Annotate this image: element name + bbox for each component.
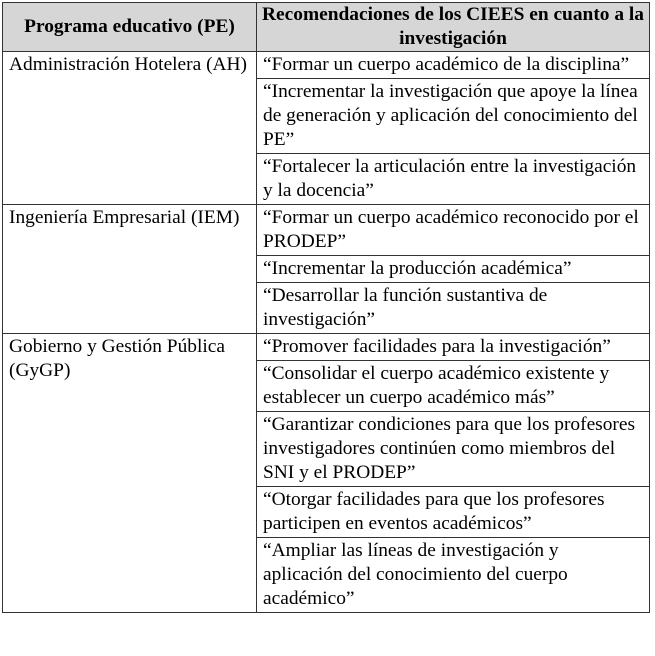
recommendation-cell: “Consolidar el cuerpo académico existente y establecer un cuerpo académico más”	[257, 361, 650, 412]
recommendation-cell: “Fortalecer la articulación entre la investigación y la docencia”	[257, 154, 650, 205]
recommendation-cell: “Promover facilidades para la investigación”	[257, 334, 650, 361]
recommendation-cell: “Garantizar condiciones para que los profesores investigadores continúen como miembros del SNI y el PRODEP”	[257, 412, 650, 487]
recommendation-cell: “Formar un cuerpo académico reconocido por el PRODEP”	[257, 205, 650, 256]
recommendation-cell: “Desarrollar la función sustantiva de investigación”	[257, 283, 650, 334]
recommendation-cell: “Formar un cuerpo académico de la disciplina”	[257, 52, 650, 79]
document-table-container	[2, 2, 650, 613]
table-row	[3, 205, 650, 256]
recommendation-cell: “Incrementar la producción académica”	[257, 256, 650, 283]
program-name-ah: Administración Hotelera (AH)	[3, 52, 257, 205]
header-recommendations: Recomendaciones de los CIEES en cuanto a la investigación	[257, 3, 650, 52]
header-program: Programa educativo (PE)	[3, 3, 257, 52]
program-name-iem: Ingeniería Empresarial (IEM)	[3, 205, 257, 334]
program-name-gygp: Gobierno y Gestión Pública (GyGP)	[3, 334, 257, 613]
header-row	[3, 3, 650, 52]
recommendations-table	[2, 2, 650, 613]
recommendation-cell: “Otorgar facilidades para que los profesores participen en eventos académicos”	[257, 487, 650, 538]
recommendation-cell: “Ampliar las líneas de investigación y aplicación del conocimiento del cuerpo académico”	[257, 538, 650, 613]
recommendation-cell: “Incrementar la investigación que apoye la línea de generación y aplicación del conocimiento del PE”	[257, 79, 650, 154]
table-row	[3, 52, 650, 79]
table-row	[3, 334, 650, 361]
